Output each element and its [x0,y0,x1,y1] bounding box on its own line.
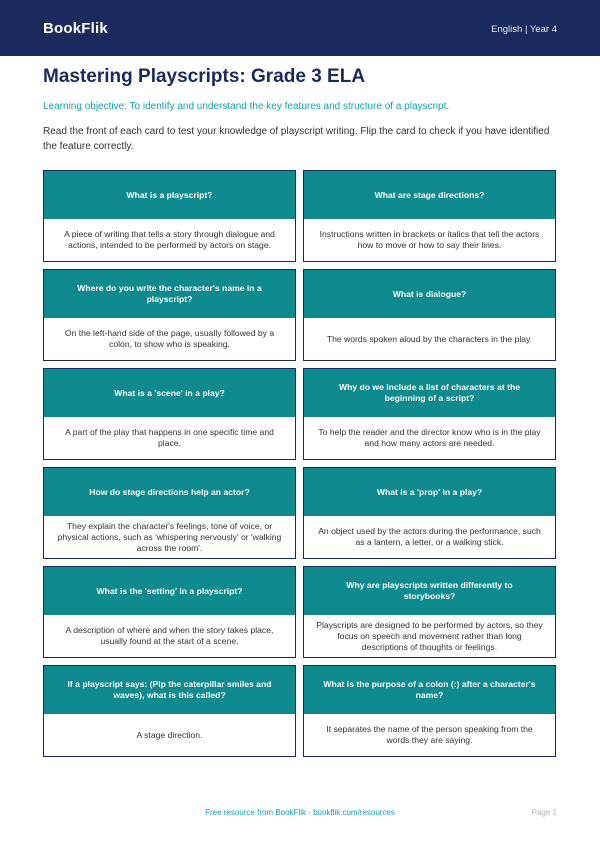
header-bar [0,0,600,56]
flashcard[interactable] [43,566,296,658]
flashcard[interactable] [303,566,556,658]
card-question: What is dialogue? [304,270,555,318]
card-answer: Instructions written in brackets or italics that tell the actors how to move or how to say their lines. [319,229,540,250]
subject-year-label: English | Year 4 [491,23,557,35]
flashcard[interactable] [303,368,556,460]
flashcard[interactable] [303,665,556,757]
card-question: What is the 'setting' in a playscript? [44,567,295,615]
card-answer: They explain the character's feelings, tone of voice, or physical actions, such as 'whispering nervously' or 'walking across the room'. [57,520,282,553]
card-answer: The words spoken aloud by the characters in the play. [326,333,533,344]
card-question: Where do you write the character's name in a playscript? [44,270,295,318]
card-answer: A stage direction. [136,729,203,740]
card-question: What is a 'scene' in a play? [44,369,295,417]
flashcard[interactable] [43,665,296,757]
instructions-text: Read the front of each card to test your knowledge of playscript writing. Flip the card to check if you have identified the feature correctly. [43,126,550,152]
card-question: What is the purpose of a colon (:) after a character's name? [304,666,555,714]
flashcard[interactable] [303,170,556,262]
card-question: How do stage directions help an actor? [44,468,295,516]
flashcard[interactable] [43,368,296,460]
flashcard[interactable] [303,467,556,559]
flashcard[interactable] [43,170,296,262]
footer-credit[interactable]: Free resource from BookFlik · bookflik.com/resources [205,808,395,817]
card-question: If a playscript says: (Pip the caterpillar smiles and waves), what is this called? [44,666,295,714]
page-title: Mastering Playscripts: Grade 3 ELA [43,66,366,87]
page-number: Page 1 [531,808,557,817]
card-answer: On the left-hand side of the page, usually followed by a colon, to show who is speaking. [64,328,275,349]
flashcard[interactable] [43,269,296,361]
flashcard[interactable] [303,269,556,361]
flashcard[interactable] [43,467,296,559]
card-question: What is a playscript? [44,171,295,219]
brand-logo[interactable]: BookFlik [43,19,108,37]
card-answer: A part of the play that happens in one specific time and place. [65,427,274,448]
card-question: Why do we include a list of characters at the beginning of a script? [304,369,555,417]
card-question: Why are playscripts written differently to storybooks? [304,567,555,615]
learning-objective: Learning objective: To identify and understand the key features and structure of a playscript. [43,101,450,112]
flashcard-grid [43,170,556,757]
card-answer: A piece of writing that tells a story through dialogue and actions, intended to be performed by actors on stage. [64,229,275,250]
card-question: What is a 'prop' in a play? [304,468,555,516]
card-answer: It separates the name of the person speaking from the words they are saying. [326,724,533,745]
card-answer: To help the reader and the director know who is in the play and how many actors are needed. [318,427,541,448]
card-question: What are stage directions? [304,171,555,219]
card-answer: Playscripts are designed to be performed by actors, so they focus on speech and movement rather than long descriptions of thoughts or feelings. [316,619,543,652]
card-answer: A description of where and when the story takes place, usually found at the start of a scene. [65,625,274,646]
card-answer: An object used by the actors during the performance, such as a lantern, a letter, or a walking stick. [318,526,541,547]
